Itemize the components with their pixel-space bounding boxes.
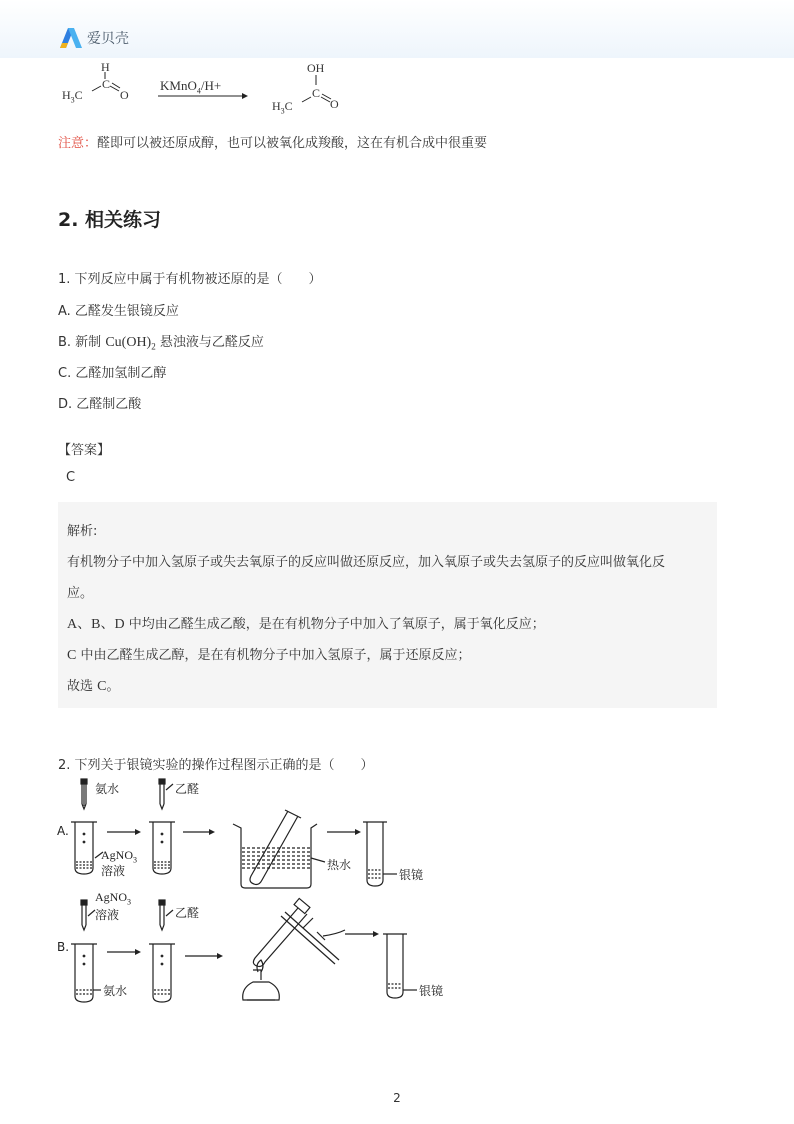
row-a-dropper-2 bbox=[159, 779, 173, 809]
row-b-dropper-1-label: AgNO$_3$ bbox=[95, 890, 131, 907]
reactant-methyl: $H_3C$ bbox=[62, 88, 83, 105]
row-a-beaker bbox=[233, 810, 325, 888]
row-a-mirror-label: 银镜 bbox=[399, 868, 424, 882]
question2-stem: 2. 下列关于银镜实验的操作过程图示正确的是（ ） bbox=[58, 758, 374, 773]
row-a-water-label: 热水 bbox=[327, 858, 352, 872]
analysis-line-4: C 中由乙醛生成乙醇，是在有机物分子中加入氢原子，属于还原反应； bbox=[67, 648, 471, 663]
row-a-solution-label: AgNO$_3$ bbox=[101, 848, 137, 865]
row-a-tube-3 bbox=[363, 822, 397, 886]
reagent-label: KMnO$_4$/H+ bbox=[160, 78, 222, 96]
row-b-tube-2 bbox=[149, 944, 175, 1002]
answer-label: 【答案】 bbox=[58, 443, 111, 458]
reactant-h: H bbox=[101, 60, 110, 74]
analysis-title: 解析: bbox=[67, 524, 98, 539]
row-a-arrow-3 bbox=[327, 829, 361, 835]
row-b-burner-setup bbox=[243, 898, 345, 1000]
note-text: 醛即可以被还原成醇，也可以被氧化成羧酸，这在有机合成中很重要 bbox=[97, 136, 488, 151]
analysis-line-3: A、B、D 中均由乙醛生成乙酸，是在有机物分子中加入了氧原子，属于氧化反应； bbox=[67, 617, 545, 632]
note-label: 注意： bbox=[58, 136, 98, 151]
row-b-dropper-2-label: 乙醛 bbox=[175, 906, 200, 920]
page-number: 2 bbox=[393, 1091, 401, 1105]
row-b-label: B. bbox=[57, 940, 70, 954]
product-hydroxyl: OH bbox=[307, 61, 325, 75]
row-a-solution-label-2: 溶液 bbox=[101, 864, 126, 878]
row-a-dropper-1-label: 氨水 bbox=[95, 782, 120, 796]
reactant-carbon: C bbox=[102, 77, 111, 91]
row-b-arrow-2 bbox=[185, 953, 223, 959]
question1-option-d: D. 乙醛制乙酸 bbox=[58, 397, 142, 412]
question1-option-c: C. 乙醛加氢制乙醇 bbox=[58, 366, 167, 381]
analysis-line-2: 应。 bbox=[67, 586, 94, 601]
brand-logo bbox=[58, 27, 129, 49]
analysis-line-1: 有机物分子中加入氢原子或失去氧原子的反应叫做还原反应，加入氧原子或失去氢原子的反应叫做氧化反 bbox=[67, 555, 666, 570]
product-oxygen: O bbox=[330, 97, 339, 111]
row-a-arrow-2 bbox=[183, 829, 215, 835]
row-a-label: A. bbox=[57, 824, 69, 838]
question1-option-b: B. 新制 $Cu(OH)_2$ 悬浊液与乙醛反应 bbox=[58, 335, 264, 352]
note bbox=[58, 132, 487, 151]
section-title: 2. 相关练习 bbox=[58, 209, 162, 231]
question1-stem: 1. 下列反应中属于有机物被还原的是（ ） bbox=[58, 272, 322, 287]
row-a-arrow-1 bbox=[107, 829, 141, 835]
row-b-tube-3 bbox=[383, 934, 417, 998]
question1-option-a: A. 乙醛发生银镜反应 bbox=[58, 304, 179, 319]
row-a-tube-2 bbox=[149, 822, 175, 874]
brand-name: 爱贝壳 bbox=[87, 31, 129, 47]
silver-mirror-figure bbox=[55, 776, 455, 1016]
product-carbon: C bbox=[312, 86, 321, 100]
row-b-mirror-label: 银镜 bbox=[419, 984, 444, 998]
row-a-dropper-2-label: 乙醛 bbox=[175, 782, 200, 796]
analysis-line-5: 故选 C。 bbox=[67, 679, 120, 694]
row-b-dropper-1-label-2: 溶液 bbox=[95, 908, 120, 922]
row-b-tube-1 bbox=[71, 944, 101, 1002]
row-b-dropper-1 bbox=[81, 900, 95, 930]
row-b-arrow-3 bbox=[345, 931, 379, 937]
row-a-tube-1 bbox=[71, 822, 103, 874]
reaction-equation bbox=[58, 58, 358, 120]
row-b-arrow-1 bbox=[107, 949, 141, 955]
row-a-dropper-1 bbox=[81, 779, 87, 809]
answer-value: C bbox=[66, 470, 76, 485]
analysis-box bbox=[58, 502, 717, 708]
brand-logo-icon bbox=[58, 28, 84, 48]
product-methyl: $H_3C$ bbox=[272, 99, 293, 116]
reactant-oxygen: O bbox=[120, 88, 129, 102]
row-b-solution-label: 氨水 bbox=[103, 984, 128, 998]
row-b-dropper-2 bbox=[159, 900, 173, 930]
